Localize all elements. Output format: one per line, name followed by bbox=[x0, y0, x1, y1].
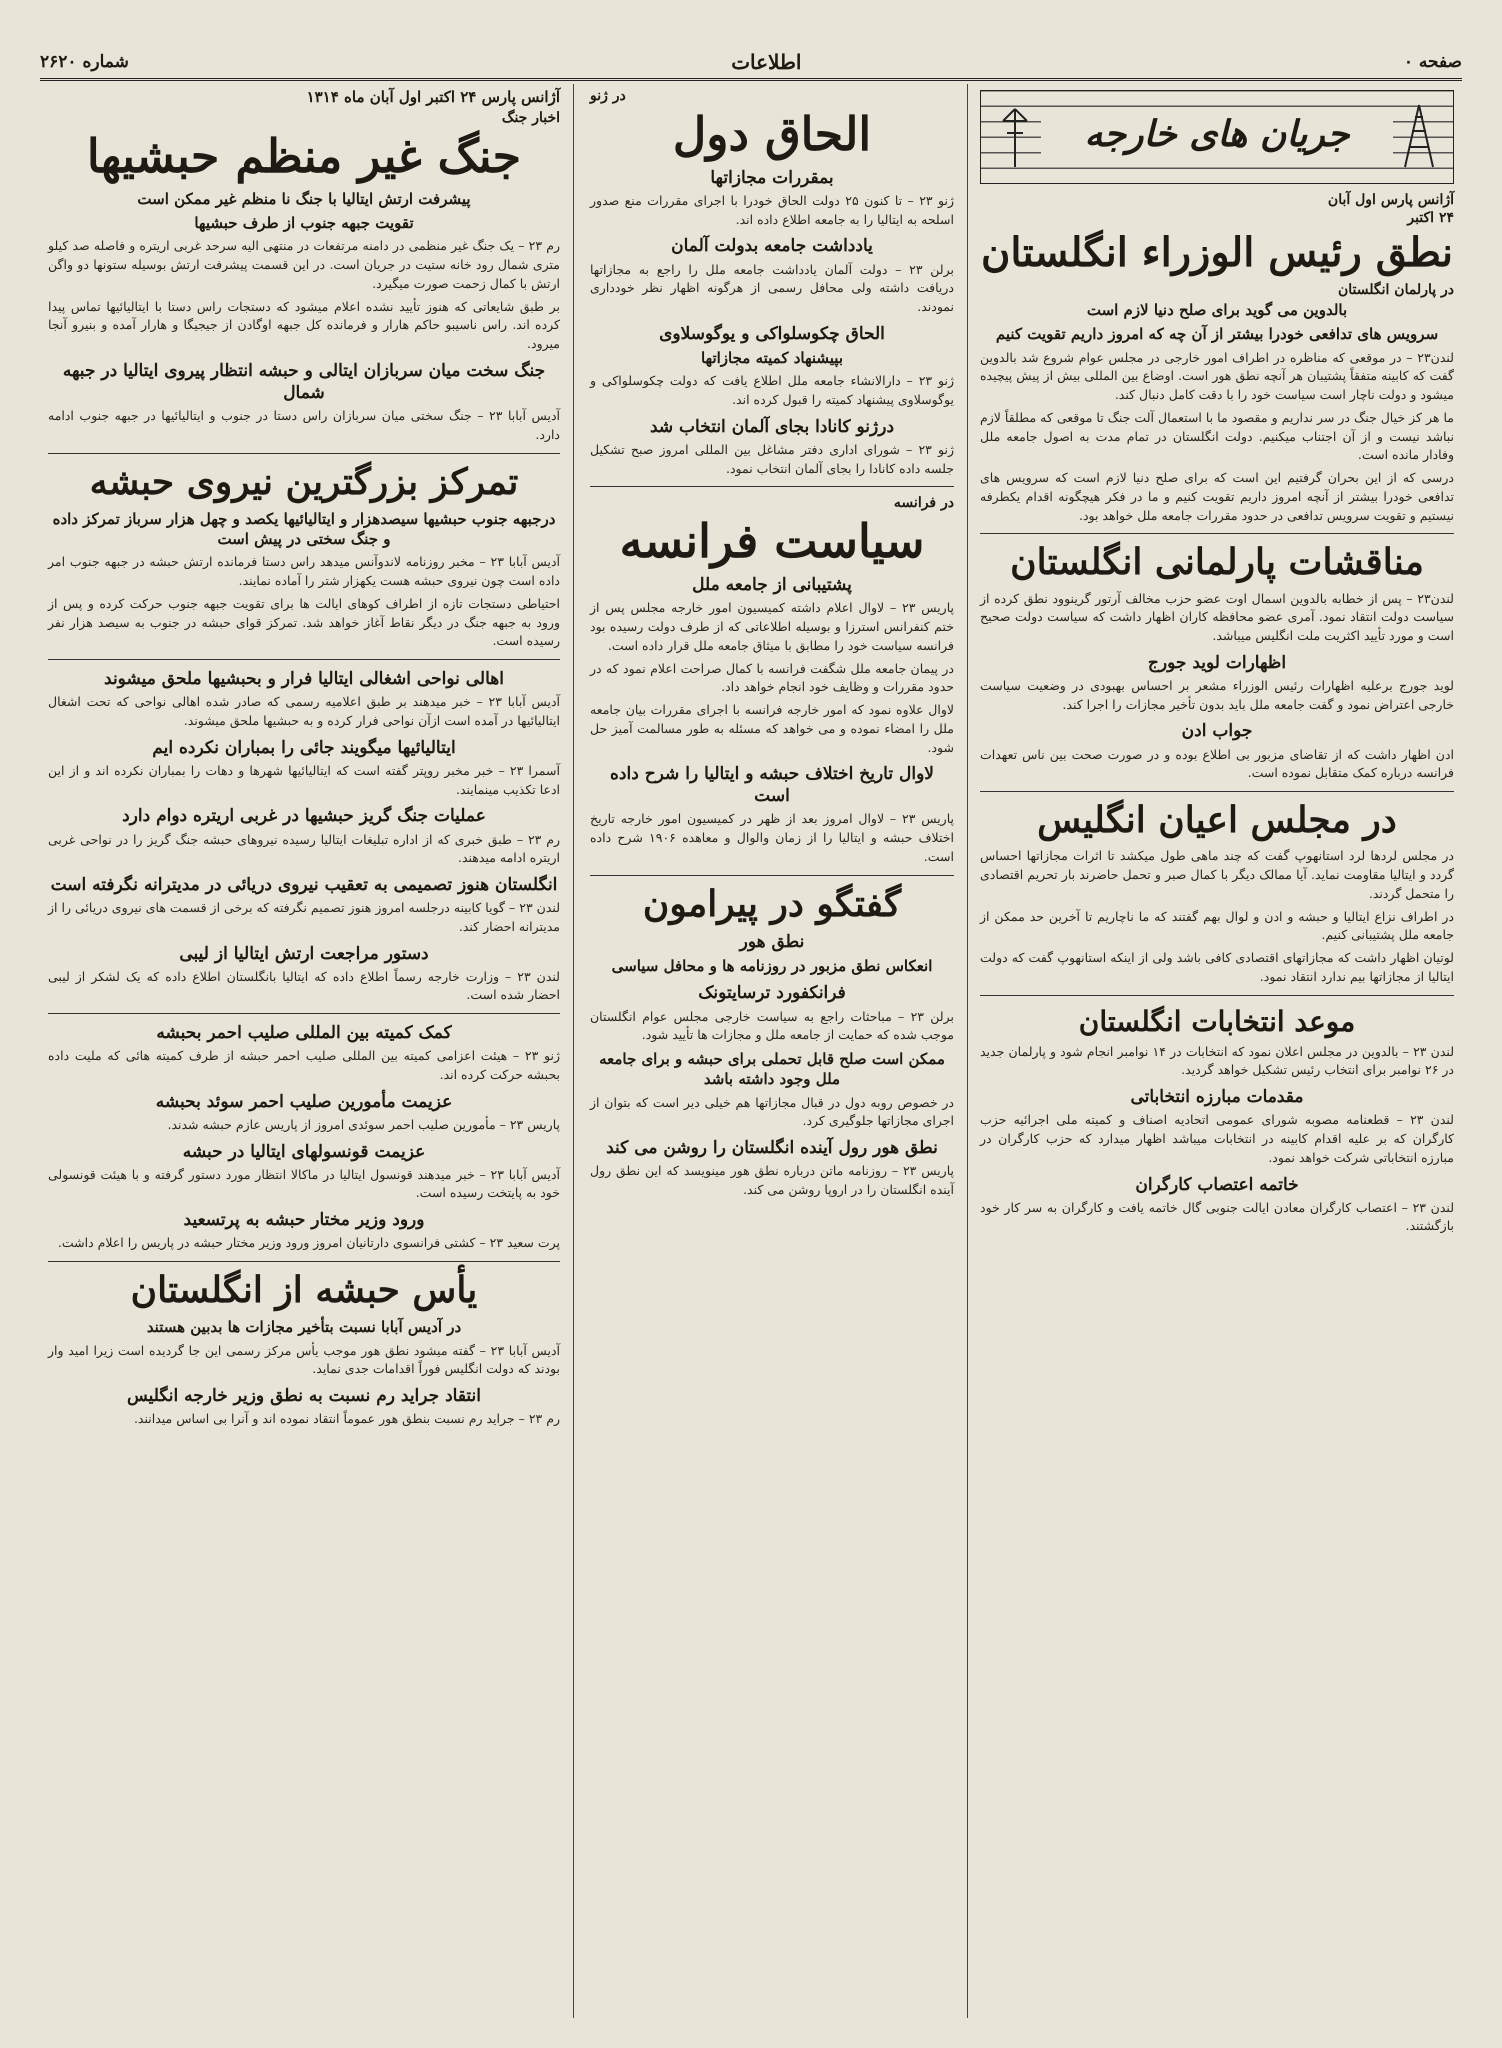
issue-number: شماره ۲۶۲۰ bbox=[40, 52, 129, 72]
rome-press-subhead: انتقاد جراید رم نسبت به نطق وزیر خارجه انگلیس bbox=[126, 1386, 482, 1407]
lloyd-george-subhead: اظهارات لوید جورج bbox=[1147, 652, 1287, 673]
baldwin-speech-sub1: بالدوین می گوید برای صلح دنیا لازم است bbox=[1086, 301, 1348, 319]
right-column bbox=[972, 84, 1462, 2018]
irregular-war-sub1: پیشرفت ارتش ایتالیا با جنگ نا منظم غیر ممکن است bbox=[137, 189, 471, 208]
election-date-headline: موعد انتخابات انگلستان bbox=[1078, 1004, 1356, 1038]
house-of-lords-p1: در مجلس لردها لرد استانهوپ گفت که چند ماهی طول میکشد تا اثرات مجازاتها احساس گردد و ایتالیا مقاومت نماید. آیا ممالک دیگر با کمال صبر و تحمل حاضرند بار تحریم اقتصادی را متحمل گردند. bbox=[980, 848, 1454, 901]
guerrilla-p: رم ۲۳ – طبق خبری که از اداره تبلیغات ایتالیا رسیده نیروهای حبشه جنگ گریز را در نواحی غربی اریتره ادامه میدهند. bbox=[48, 831, 560, 866]
election-date-p2: لندن ۲۳ – قطعنامه مصوبه شورای عمومی اتحادیه اصناف و کمیته ملی اجرائیه حزب کارگران که بر علیه اقدام کابینه در انتخابات میباشد اظهار میدارد که حزب کارگران در مبارزه انتخاباتی شرکت خواهد نمود. bbox=[980, 1112, 1454, 1165]
note-to-germany-subhead: یادداشت جامعه بدولت آلمان bbox=[671, 236, 873, 257]
navy-decision-subhead: انگلستان هنوز تصمیمی به تعقیب نیروی دریائی در مدیترانه نگرفته است bbox=[50, 875, 558, 895]
sanctions-p2: برلن ۲۳ – دولت آلمان یادداشت جامعه ملل را راجع به مجازاتها دریافت داشته ولی محافل رسمی از هرگونه اظهار نظر خودداری نمودند. bbox=[590, 261, 954, 315]
eden-reply-subhead: جواب ادن bbox=[1181, 721, 1253, 742]
discussion-p2: در خصوص روبه دول در قبال مجازاتها هم خیلی دیر است که بتوان از اجرای مجازاتها جلوگیری کرد. bbox=[590, 1094, 954, 1129]
divider bbox=[590, 486, 954, 487]
foreign-news-title: جریان های خارجه bbox=[1041, 109, 1393, 159]
french-policy-p4: پاریس ۲۳ – لاوال امروز بعد از ظهر در کمیسیون امور خارجه تاریخ اختلاف حبشه و ایتالیا را از زمان والوال و معاهده ۱۹۰۶ شرح داده است. bbox=[590, 811, 954, 864]
tower-icon bbox=[1399, 103, 1439, 169]
no-bombing-subhead: ایتالیائیها میگویند جائی را بمباران نکرده ایم bbox=[152, 737, 456, 758]
baldwin-speech-p3: درسی که از این بحران گرفتیم این است که برای صلح دنیا لازم است که سرویس های تدافعی خودرا بیشتر از آنچه امروز داریم تقویت کنیم و ما در فکر هیچگونه اقدام یکطرفه نیستیم و تقویت سرویس تدافعی در حدود مقررات جامعه ملل خواهد بود. bbox=[980, 470, 1454, 523]
despair-headline: یأس حبشه از انگلستان bbox=[130, 1269, 478, 1312]
despair-p2: رم ۲۳ – جراید رم نسبت بنطق هور عموماً انتقاد نموده اند و آنرا بی اساس میدانند. bbox=[133, 1411, 560, 1427]
baldwin-speech-p2: ما هر کز خیال جنگ در سر نداریم و مقصود ما با استعمال آلت جنگ تا موقعی که مطلقاً لازم نباشد نیست و از آن اجتناب میکنیم. دولت انگلستان در تمام مدت به اصول جامعه ملل وفادار مانده است. bbox=[980, 409, 1454, 463]
irregular-war-p1: رم ۲۳ – یک جنگ غیر منظمی در دامنه مرتفعات در منتهی الیه سرحد غربی اریتره و فاصله صد کیلو متری شمال رود خانه ستیت در جریان است. در این قسمت پیشرفت ارتش بوسیله ستونها دو واگن ارتش با کمال زحمت صورت میگیرد. bbox=[48, 238, 560, 291]
frankfurter-subhead: فرانکفورد ترسایتونک bbox=[698, 983, 846, 1004]
divider bbox=[590, 875, 954, 876]
war-news-dateline: آژانس پارس ۲۴ اکتبر اول آبان ماه ۱۳۱۴ bbox=[306, 88, 560, 106]
hoare-speech-subhead: نطق هور bbox=[739, 932, 805, 953]
house-of-lords-headline: در مجلس اعیان انگلیس bbox=[1037, 799, 1397, 842]
parliament-debate-p3: ادن اظهار داشت که از تقاضای مزبور بی اطلاع بوده و در صورت صحت بین ناس تعهدات فرانسه درباره کمک متقابل نموده است. bbox=[980, 746, 1454, 781]
antenna-icon bbox=[995, 103, 1035, 169]
france-section: در فرانسه bbox=[893, 495, 954, 512]
despair-sub: در آدیس آبابا نسبت بتأخیر مجازات ها بدبین هستند bbox=[146, 1318, 462, 1337]
left-column bbox=[40, 84, 568, 2018]
column-rule bbox=[573, 84, 574, 2018]
tolerable-peace-subhead: ممکن است صلح قابل تحملی برای حبشه و برای جامعه ملل وجود داشته باشد bbox=[599, 1050, 945, 1089]
foreign-news-banner bbox=[980, 90, 1454, 184]
divider bbox=[980, 791, 1454, 792]
french-policy-headline: سیاست فرانسه bbox=[619, 514, 925, 569]
largest-force-sub: درجبهه جنوب حبشیها سیصدهزار و ایتالیائیها یکصد و چهل هزار سرباز تمرکز داده و جنگ سختی در پیش است bbox=[52, 509, 556, 549]
libya-return-subhead: دستور مراجعت ارتش ایتالیا از لیبی bbox=[179, 943, 429, 964]
consuls-subhead: عزیمت قونسولهای ایتالیا در حبشه bbox=[182, 1141, 426, 1162]
french-policy-p3: لاوال علاوه نمود که امور خارجه فرانسه با اجرای مقررات بیان جامعه ملل را امضاء نموده و می خواهد که مسئله به طور مسالمت آمیز حل شود. bbox=[590, 702, 954, 755]
strike-end-subhead: خاتمه اعتصاب کارگران bbox=[1135, 1174, 1299, 1195]
largest-force-headline: تمرکز بزرگترین نیروی حبشه bbox=[89, 460, 519, 503]
navy-decision-p: لندن ۲۳ – گویا کابینه درجلسه امروز هنوز تصمیم نگرفته که برخی از قسمت های نیروی دریائی را از مدیترانه احضار کند. bbox=[48, 900, 561, 934]
sanctions-p4: ژنو ۲۳ – شورای اداری دفتر مشاغل بین المللی امروز صبح تشکیل جلسه داده کانادا را بجای آلمان انتخاب نمود. bbox=[590, 441, 954, 476]
red-cross-p: ژنو ۲۳ – هیئت اعزامی کمیته بین المللی صلیب احمر حبشه از طرف کمیته هائی که ملیت داده بحبشه حرکت کرده اند. bbox=[48, 1048, 560, 1083]
sanctions-p1: ژنو ۲۳ – تا کنون ۲۵ دولت الحاق خودرا با اجرای مقررات منع صدور اسلحه به ایتالیا را به جامعه اطلاع داده اند. bbox=[590, 192, 955, 227]
england-role-subhead: نطق هور رول آینده انگلستان را روشن می کند bbox=[606, 1138, 938, 1159]
election-campaign-subhead: مقدمات مبارزه انتخاباتی bbox=[1130, 1087, 1304, 1108]
laval-history-subhead: لاوال تاریخ اختلاف حبشه و ایتالیا را شرح داده است bbox=[610, 764, 934, 807]
no-bombing-p: آسمرا ۲۳ – خبر مخبر روپتر گفته است که ایتالیائیها شهرها و دهات را بمباران نکرده اند و از این ادعا تکذیب مینمایند. bbox=[48, 762, 560, 797]
irregular-war-headline: جنگ غیر منظم حبشیها bbox=[86, 129, 522, 183]
largest-force-p2: احتیاطی دستجات تازه از اطراف کوهای ایالت ها برای تقویت جبهه جنوب حرکت کرده و پس از ورود به جبهه جنگ در دیگر نقاط آغاز خواهد شد. تمرکز قوای حبشه در جنوب به سیصد هزار نفر رسیده است. bbox=[48, 595, 560, 649]
center-column bbox=[582, 84, 962, 2018]
election-date-p1: لندن ۲۳ – بالدوین در مجلس اعلان نمود که انتخابات در ۱۴ نوامبر انجام شود و پارلمان جدید در ۲۶ نوامبر برای انتخاب رئیس تشکیل خواهد گردید. bbox=[980, 1043, 1455, 1078]
sanctions-subhead: بمقررات مجازاتها bbox=[710, 167, 834, 188]
parliament-debate-headline: مناقشات پارلمانی انگلستان bbox=[1010, 541, 1424, 584]
divider bbox=[980, 995, 1454, 996]
paper-name: اطلاعات bbox=[731, 50, 802, 74]
discussion-p3: پاریس ۲۳ – روزنامه ماتن درباره نطق هور مینویسد که این نطق رول آینده انگلستان را در اروپا روشن می کند. bbox=[590, 1163, 954, 1197]
election-date-p3: لندن ۲۳ – اعتصاب کارگران معادن ایالت جنوبی گال خاتمه یافت و کارگران به سر کار خود بازگشتند. bbox=[980, 1199, 1454, 1234]
agency-date: ۲۴ اکتبر bbox=[1407, 210, 1454, 226]
page-label: صفحه ۰ bbox=[1403, 52, 1462, 72]
libya-return-p: لندن ۲۳ – وزارت خارجه رسماً اطلاع داده که ایتالیا بانگلستان اطلاع داده که یک لشکر از لیبی احضار شده است. bbox=[48, 968, 560, 1003]
league-support-subhead: پشتیبانی از جامعه ملل bbox=[692, 575, 852, 596]
house-of-lords-p2: در اطراف نزاع ایتالیا و حبشه و ادن و لوال بهم گفتند که ما ناچاریم تا آخرین حد ممکن از جامعه ملل پشتیبانی کنیم. bbox=[980, 908, 1454, 943]
divider bbox=[48, 1261, 560, 1262]
committee-proposal-subhead: بپیشنهاد کمیته مجازاتها bbox=[700, 348, 843, 367]
baldwin-speech-sub2: سرویس های تدافعی خودرا بیشتر از آن چه که امروز داریم تقویت کنیم bbox=[995, 325, 1439, 344]
baldwin-speech-p1: لندن۲۳ – در موقعی که مناظره در اطراف امور خارجی در مجلس عوام شروع شد بالدوین گفت که کابینه متفقاً پشتیبان هر آنچه نطق هور است. اوضاع بین المللی بیش از پیش پیچیده میشود و دولت ناچار است سیاست خود را با دقت کامل دنبال کند. bbox=[980, 349, 1454, 402]
french-policy-p2: در پیمان جامعه ملل شگفت فرانسه با کمال صراحت اعلام نمود که در حدود مقررات و وظایف خود انجام خواهد داد. bbox=[590, 660, 954, 695]
states-accession-headline: الحاق دول bbox=[672, 107, 872, 161]
largest-force-p1: آدیس آبابا ۲۳ – مخبر روزنامه لاندوآنس میدهد راس دستا فرمانده ارتش حبشه در جبهه جنوب امر داده است چون نیروی حبشه هست یکهزار شتر را آماده نمایند. bbox=[48, 554, 560, 589]
despair-p1: آدیس آبابا ۲۳ – گفته میشود نطق هور موجب یأس مرکز رسمی این جا گردیده است زیرا امید وار بودند که دولت انگلیس فوراً اقدامات جدی نماید. bbox=[48, 1342, 560, 1377]
discussion-p1: برلن ۲۳ – مباحثات راجع به سیاست خارجی مجلس عوام انگلستان موجب شده که حمایت از جامعه ملل و مجازات ها تأیید شود. bbox=[590, 1008, 954, 1043]
consuls-p: آدیس آبابا ۲۳ – خبر میدهند قونسول ایتالیا در ماکالا انتظار مورد دستور گرفته و با هیئت قونسولی خود به پایتخت رسیده است. bbox=[48, 1166, 561, 1201]
discussion-headline: گفتگو در پیرامون bbox=[642, 882, 902, 925]
irregular-war-sub2: تقویت جبهه جنوب از طرف حبشیها bbox=[194, 214, 414, 233]
occupied-flee-p: آدیس آبابا ۲۳ – خبر میدهند بر طبق اعلامیه رسمی که صادر شده اهالی نواحی که تحت اشغال ایتالیائیها در آمده است ازآن نواحی فرار کرده و به حبشیها ملحق میشوند. bbox=[48, 694, 560, 729]
baldwin-speech-headline: نطق رئیس الوزراء انگلستان bbox=[980, 229, 1453, 276]
minister-arrival-subhead: ورود وزیر مختار حبشه به پرتسعید bbox=[183, 1210, 425, 1231]
sanctions-p3: ژنو ۲۳ – دارالانشاء جامعه ملل اطلاع یافت که دولت چکوسلواکی و یوگوسلاوی پیشنهاد کمیته را قبول کرده اند. bbox=[590, 373, 954, 407]
irregular-war-p3: آدیس آبابا ۲۳ – جنگ سختی میان سربازان راس دستا در جنوب و ایتالیائیها در جبهه جنوب ادامه دارد. bbox=[48, 408, 560, 442]
irregular-war-p2: بر طبق شایعاتی که هنوز تأیید نشده اعلام میشود که دستجات راس دستا با ایتالیائیها تماس پیدا کرده اند. راس ناسیبو حاکم هارار و فرمانده کل جبهه اوگادن از جیجیگا و هارار آمده و بنیرو آنجا میرود. bbox=[48, 298, 560, 352]
canada-elected-subhead: درژنو کانادا بجای آلمان انتخاب شد bbox=[649, 416, 895, 437]
red-cross-subhead: کمک کمیته بین المللی صلیب احمر بحبشه bbox=[156, 1023, 452, 1044]
parliament-debate-p2: لوید جورج برعلیه اظهارات رئیس الوزراء مشعر بر احساس بهبودی در وضعیت سیاست خارجی اعتراض نمود و گفت جامعه ملل باید بدون تأخیر مجازات را اجرا کند. bbox=[980, 677, 1454, 712]
war-news-section: اخبار جنگ bbox=[501, 110, 560, 126]
divider bbox=[48, 1013, 560, 1014]
parliament-debate-p1: لندن۲۳ – پس از خطابه بالدوین اسمال اوت عضو حزب مخالف آرتور گرینوود نطق کرده از سیاست دولت انتقاد نمود. آمری عضو محافظه کاران اظهار داشت که سیاست دولت صحیح است و مورد تأیید اکثریت ملت انگلیس میباشد. bbox=[980, 590, 1454, 644]
french-policy-p1: پاریس ۲۳ – لاوال اعلام داشته کمیسیون امور خارجه مجلس پس از ختم کنفرانس استرزا و بوسیله اطلاعاتی که از طرف دولت رسیده بود فرانسه سیاست خود را مطابق با میثاق جامعه ملل قرار داده است. bbox=[590, 600, 954, 653]
divider bbox=[980, 533, 1454, 534]
minister-arrival-p: پرت سعید ۲۳ – کشتی فرانسوی دارتانیان امروز ورود وزیر مختار حبشه در پاریس را اعلام داشت. bbox=[57, 1235, 560, 1251]
divider bbox=[48, 659, 560, 660]
geneva-section: در ژنو bbox=[590, 88, 626, 104]
occupied-flee-subhead: اهالی نواحی اشغالی ایتالیا فرار و بحبشیها ملحق میشوند bbox=[104, 669, 504, 690]
swedish-red-cross-subhead: عزیمت مأمورین صلیب احمر سوئد بحبشه bbox=[155, 1091, 453, 1112]
baldwin-speech-location: در پارلمان انگلستان bbox=[1338, 282, 1454, 298]
press-reaction-subhead: انعکاس نطق مزبور در روزنامه ها و محافل سیاسی bbox=[611, 957, 933, 976]
house-of-lords-p3: لوتیان اظهار داشت که مجازاتهای اقتصادی کافی باشد ولی از اینکه استانهوپ گفت که دولت ایتالیا از مجازاتها بیم ندارد انتقاد نمود. bbox=[980, 950, 1454, 984]
page-header bbox=[40, 46, 1462, 81]
northern-front-subhead: جنگ سخت میان سربازان ایتالی و حبشه انتظار پیروی ایتالیا در جبهه شمال bbox=[62, 360, 546, 403]
column-rule bbox=[967, 84, 968, 2018]
divider bbox=[48, 453, 560, 454]
guerrilla-subhead: عملیات جنگ گریز حبشیها در غربی اریتره دوام دارد bbox=[122, 806, 486, 827]
agency-line: آژانس پارس اول آبان bbox=[1327, 192, 1454, 208]
czech-yugoslav-subhead: الحاق چکوسلواکی و یوگوسلاوی bbox=[659, 323, 885, 344]
swedish-red-cross-p: پاریس ۲۳ – مأمورین صلیب احمر سوئدی امروز از پاریس عازم حبشه شدند. bbox=[167, 1116, 560, 1132]
